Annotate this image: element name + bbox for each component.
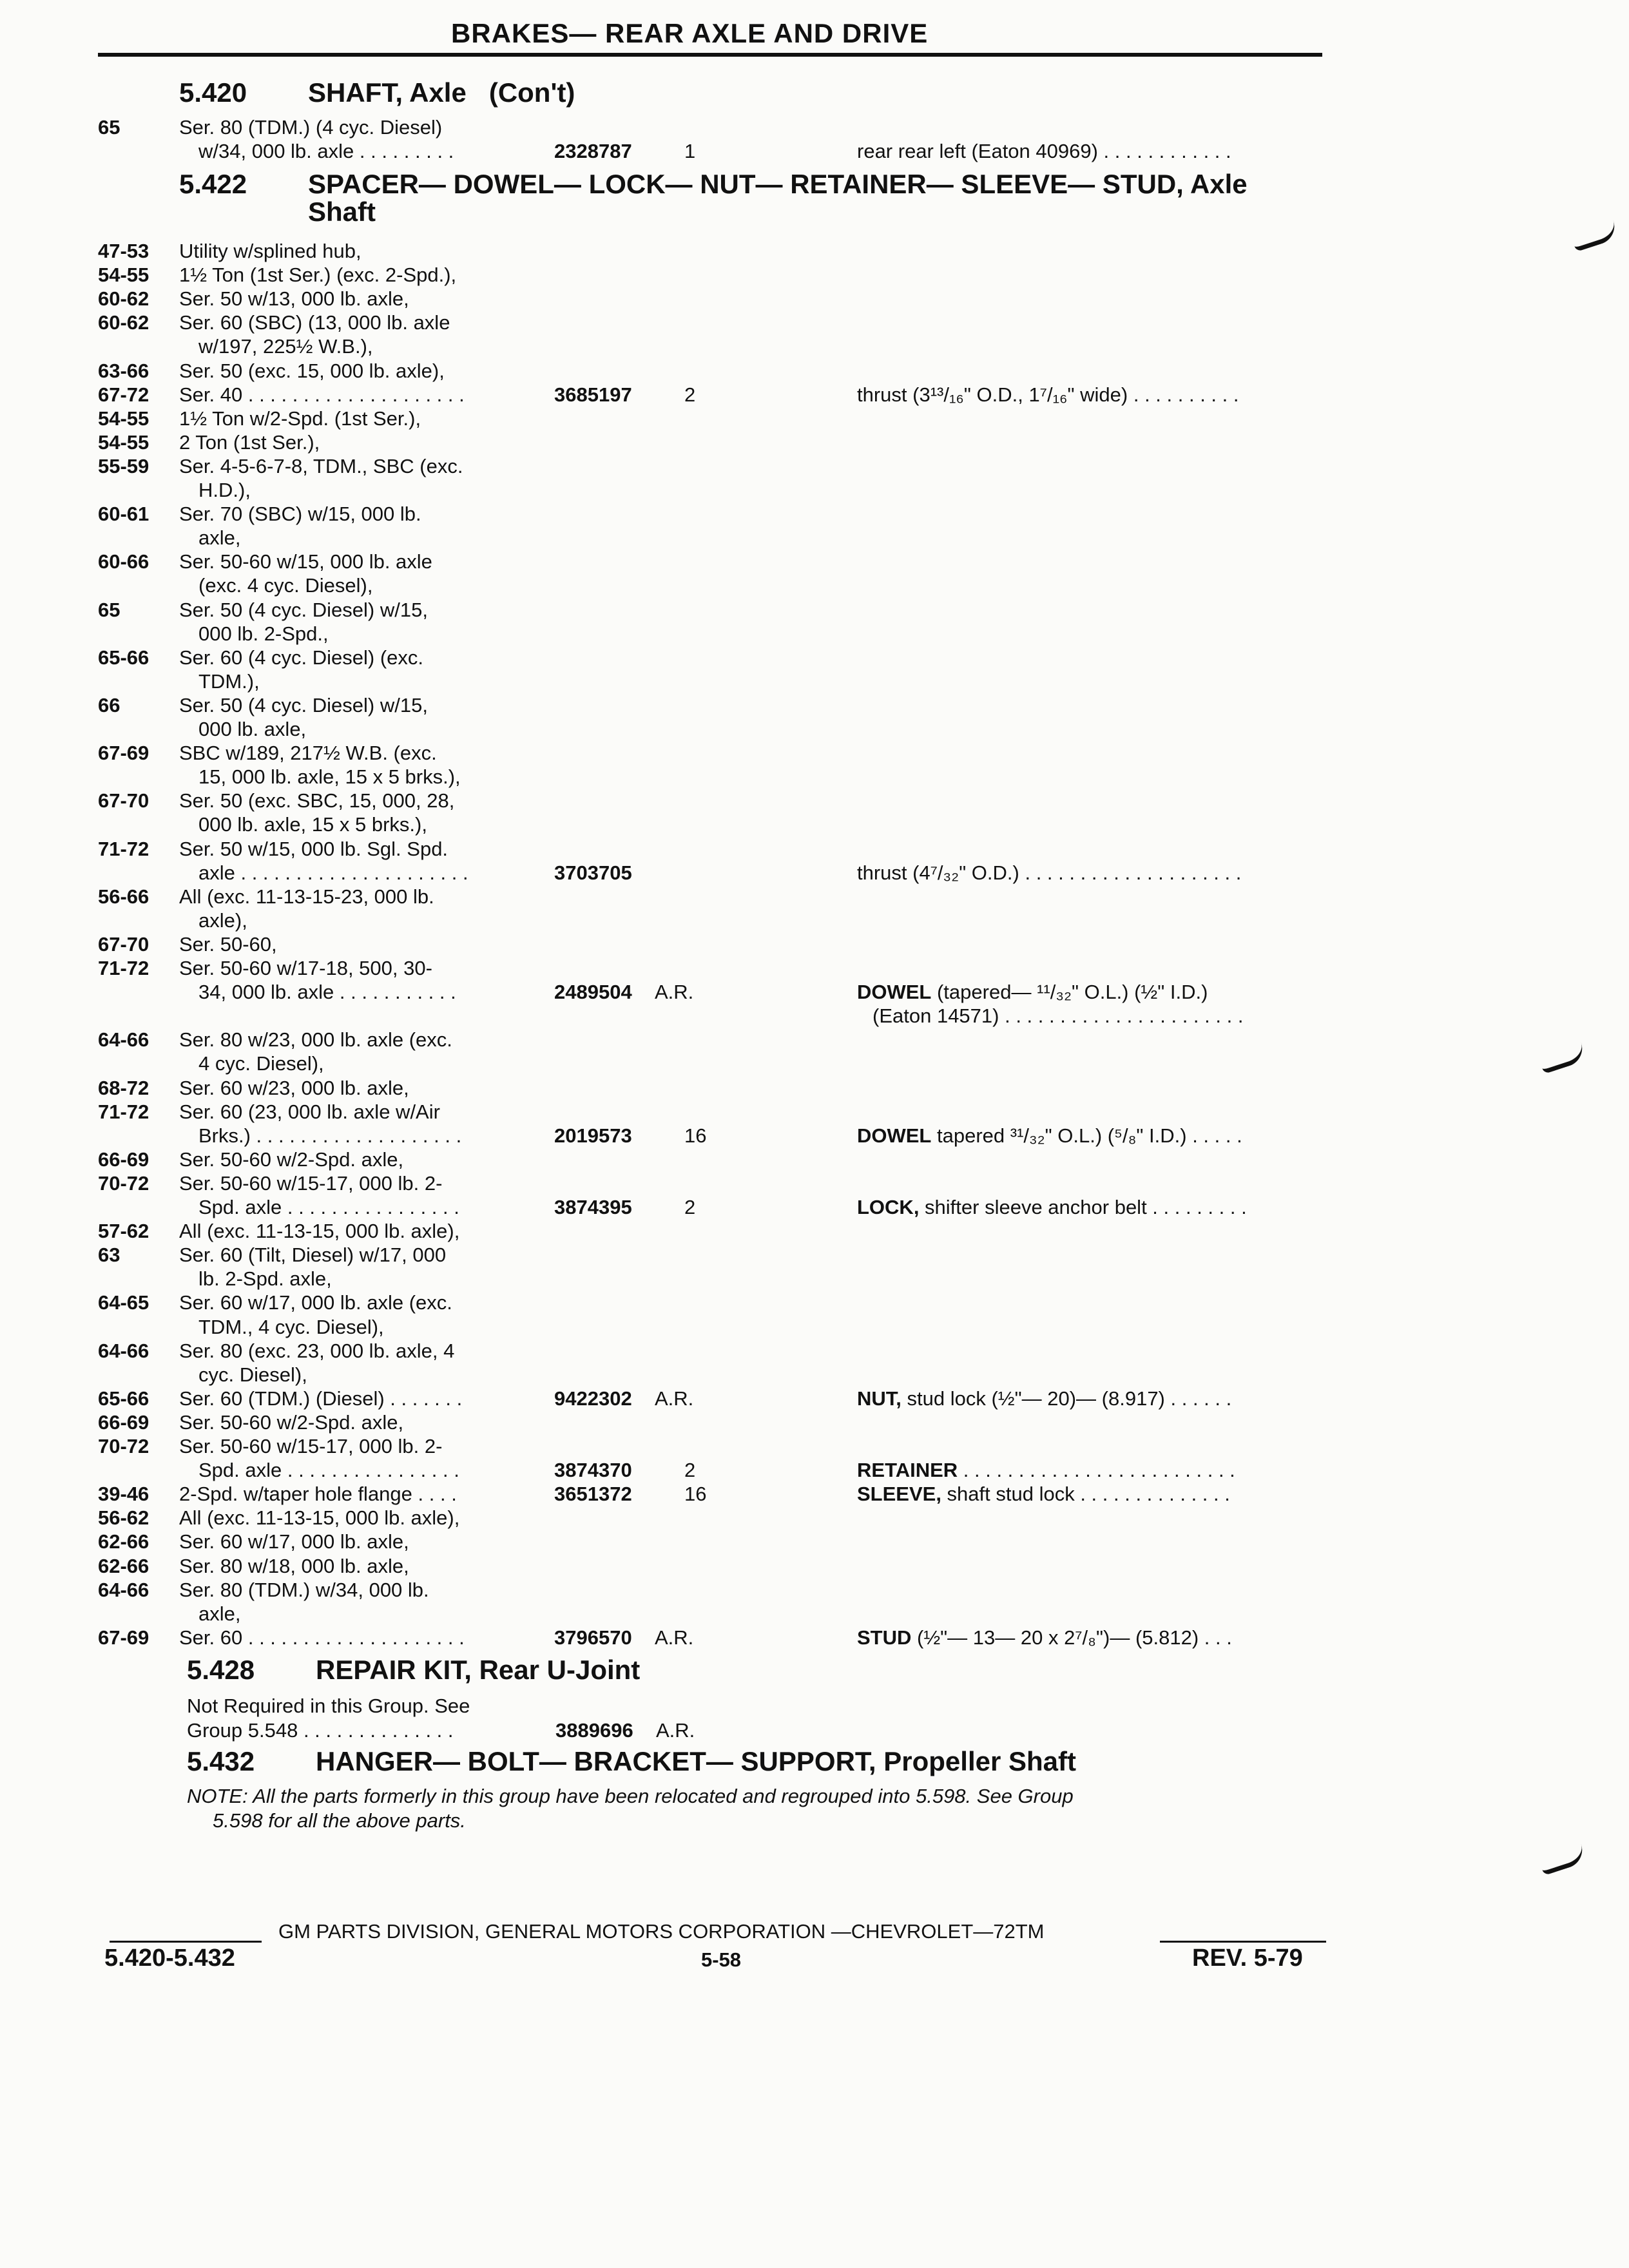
part-description	[857, 1196, 1247, 1219]
application-desc: Ser. 50-60 w/2-Spd. axle,	[179, 1148, 404, 1171]
footer-rule-right	[1160, 1941, 1326, 1943]
section-number: 5.420	[179, 77, 247, 108]
application-desc: lb. 2-Spd. axle,	[198, 1267, 332, 1291]
part-number: 3874395	[554, 1196, 632, 1218]
application-desc: Ser. 60 (23, 000 lb. axle w/Air	[179, 1100, 440, 1123]
part-number: 3685197	[554, 383, 632, 406]
model-years: 39-46	[98, 1483, 149, 1506]
application-desc: H.D.),	[198, 479, 251, 501]
part-name: DOWEL	[857, 1124, 932, 1147]
model-years: 71-72	[98, 1100, 149, 1123]
binding-mark	[1538, 1844, 1587, 1876]
quantity: 2	[684, 1196, 696, 1218]
model-years: 56-66	[98, 885, 149, 908]
application-desc: Ser. 50 (4 cyc. Diesel) w/15,	[179, 598, 428, 621]
application-desc: Ser. 60 (TDM.) (Diesel) . . . . . . .	[179, 1387, 463, 1410]
part-description	[857, 861, 1241, 885]
model-years: 47-53	[98, 240, 149, 262]
part-detail: shaft stud lock . . . . . . . . . . . . . .	[941, 1483, 1230, 1506]
note-text: 5.598 for all the above parts.	[213, 1809, 466, 1832]
part-number: 3889696	[555, 1719, 633, 1742]
part-detail: . . . . . . . . . . . . . . . . . . . . . . . . .	[958, 1459, 1235, 1482]
application-desc: 34, 000 lb. axle . . . . . . . . . . .	[198, 981, 456, 1004]
application-desc: Ser. 50-60,	[179, 932, 277, 956]
application-desc: 2 Ton (1st Ser.),	[179, 430, 320, 454]
part-number: 2489504	[554, 981, 632, 1004]
model-years: 54-55	[98, 407, 149, 430]
application-desc: TDM., 4 cyc. Diesel),	[198, 1315, 384, 1338]
quantity: 1	[684, 140, 696, 163]
model-years: 54-55	[98, 264, 149, 287]
application-desc: TDM.),	[198, 669, 260, 693]
part-description	[857, 1626, 1232, 1649]
model-years: 67-69	[98, 742, 149, 765]
quantity: 2	[684, 383, 696, 406]
application-desc: Ser. 50 w/13, 000 lb. axle,	[179, 287, 409, 311]
application-desc: 1½ Ton (1st Ser.) (exc. 2-Spd.),	[179, 264, 457, 287]
application-desc: Ser. 70 (SBC) w/15, 000 lb.	[179, 503, 421, 526]
part-description	[857, 1387, 1231, 1410]
model-years: 63-66	[98, 359, 149, 382]
model-years: 65-66	[98, 1387, 149, 1410]
application-desc: 000 lb. 2-Spd.,	[198, 622, 329, 645]
note-text: NOTE: All the parts formerly in this group have been relocated and regrouped into 5.598. See Group	[187, 1785, 1074, 1807]
section-title: HANGER— BOLT— BRACKET— SUPPORT, Propeller Shaft	[316, 1746, 1076, 1776]
application-desc: SBC w/189, 217½ W.B. (exc.	[179, 742, 437, 765]
section-title: SHAFT, Axle (Con't)	[308, 77, 575, 108]
application-desc: 4 cyc. Diesel),	[198, 1052, 324, 1075]
application-desc: Ser. 60 w/17, 000 lb. axle,	[179, 1530, 409, 1553]
repair-kit-desc: Not Required in this Group. See	[187, 1695, 470, 1717]
model-years: 65	[98, 598, 120, 621]
model-years: 67-72	[98, 383, 149, 406]
model-years: 65	[98, 116, 120, 139]
application-desc: Ser. 50 (exc. SBC, 15, 000, 28,	[179, 789, 455, 812]
model-years: 54-55	[98, 430, 149, 454]
section-number: 5.428	[187, 1655, 255, 1685]
part-description	[857, 1483, 1230, 1506]
part-number: 3874370	[554, 1459, 632, 1482]
part-number: 2328787	[554, 140, 632, 163]
application-desc: Ser. 80 w/23, 000 lb. axle (exc.	[179, 1028, 452, 1052]
application-desc: cyc. Diesel),	[198, 1363, 307, 1386]
application-desc: All (exc. 11-13-15, 000 lb. axle),	[179, 1220, 460, 1243]
model-years: 71-72	[98, 837, 149, 860]
application-desc: (exc. 4 cyc. Diesel),	[198, 574, 373, 597]
repair-kit-desc: Group 5.548 . . . . . . . . . . . . . .	[187, 1719, 454, 1742]
quantity: A.R.	[655, 1387, 694, 1410]
application-desc: Ser. 50-60 w/17-18, 500, 30-	[179, 957, 432, 979]
application-desc: Ser. 50 (exc. 15, 000 lb. axle),	[179, 359, 445, 382]
part-description	[857, 1459, 1235, 1482]
model-years: 66	[98, 693, 120, 716]
model-years: 66-69	[98, 1410, 149, 1434]
model-years: 67-70	[98, 789, 149, 812]
application-desc: 15, 000 lb. axle, 15 x 5 brks.),	[198, 765, 461, 789]
model-years: 70-72	[98, 1435, 149, 1457]
part-description	[857, 383, 1239, 407]
application-desc: axle,	[198, 526, 241, 550]
application-desc: Ser. 4-5-6-7-8, TDM., SBC (exc.	[179, 454, 463, 477]
model-years: 60-61	[98, 503, 149, 526]
part-detail: shifter sleeve anchor belt . . . . . . . . .	[919, 1196, 1247, 1218]
application-desc: Ser. 60 (Tilt, Diesel) w/17, 000	[179, 1244, 447, 1267]
section-title: SPACER— DOWEL— LOCK— NUT— RETAINER— SLEEVE— STUD, Axle	[308, 169, 1248, 199]
model-years: 60-62	[98, 287, 149, 311]
application-desc: axle . . . . . . . . . . . . . . . . . . . . .	[198, 861, 468, 884]
application-desc: Ser. 40 . . . . . . . . . . . . . . . . . . . .	[179, 383, 465, 406]
model-years: 63	[98, 1244, 120, 1267]
part-description	[857, 981, 1208, 1004]
binding-mark	[1570, 220, 1619, 252]
part-name: DOWEL	[857, 981, 932, 1004]
quantity: 16	[684, 1124, 707, 1147]
model-years: 64-66	[98, 1028, 149, 1052]
part-number: 9422302	[554, 1387, 632, 1410]
application-desc: Ser. 80 (TDM.) (4 cyc. Diesel)	[179, 116, 443, 139]
part-description	[857, 140, 1231, 163]
footer-group-range: 5.420-5.432	[104, 1945, 235, 1972]
application-desc: Ser. 60 (SBC) (13, 000 lb. axle	[179, 311, 450, 334]
application-desc: Ser. 60 (4 cyc. Diesel) (exc.	[179, 646, 424, 669]
application-desc: Ser. 50-60 w/15-17, 000 lb. 2-	[179, 1435, 443, 1457]
part-detail: thrust (4⁷/₃₂" O.D.) . . . . . . . . . . . . . . . . . . . .	[857, 861, 1242, 884]
header-rule	[98, 53, 1322, 57]
application-desc: Brks.) . . . . . . . . . . . . . . . . . . .	[198, 1124, 462, 1147]
model-years: 71-72	[98, 957, 149, 979]
part-detail: (tapered— ¹¹/₃₂" O.L.) (½" I.D.)	[931, 981, 1208, 1004]
footer-page-number: 5-58	[701, 1948, 742, 1971]
application-desc: 000 lb. axle,	[198, 718, 307, 740]
binding-mark	[1538, 1043, 1587, 1074]
model-years: 64-66	[98, 1339, 149, 1362]
application-desc: axle,	[198, 1602, 241, 1625]
footer-rule-left	[110, 1941, 262, 1943]
application-desc: Ser. 60 w/17, 000 lb. axle (exc.	[179, 1291, 452, 1314]
quantity: A.R.	[655, 1626, 694, 1649]
part-detail: (Eaton 14571) . . . . . . . . . . . . . . . . . . . . . .	[872, 1004, 1244, 1028]
model-years: 60-66	[98, 550, 149, 573]
part-detail: stud lock (½"— 20)— (8.917) . . . . . .	[901, 1387, 1232, 1410]
part-description	[857, 1124, 1242, 1148]
section-title: REPAIR KIT, Rear U-Joint	[316, 1655, 641, 1685]
header-title: BRAKES— REAR AXLE AND DRIVE	[451, 18, 929, 48]
part-name: STUD	[857, 1626, 912, 1649]
part-detail: tapered ³¹/₃₂" O.L.) (⁵/₈" I.D.) . . . . .	[931, 1124, 1242, 1147]
application-desc: Ser. 50 w/15, 000 lb. Sgl. Spd.	[179, 837, 448, 860]
quantity: A.R.	[655, 981, 694, 1004]
application-desc: Ser. 50 (4 cyc. Diesel) w/15,	[179, 693, 428, 716]
part-detail: (½"— 13— 20 x 2⁷/₈")— (5.812) . . .	[911, 1626, 1232, 1649]
quantity: 2	[684, 1459, 696, 1482]
application-desc: Ser. 50-60 w/2-Spd. axle,	[179, 1410, 404, 1434]
application-desc: 1½ Ton w/2-Spd. (1st Ser.),	[179, 407, 421, 430]
part-number: 2019573	[554, 1124, 632, 1147]
model-years: 68-72	[98, 1076, 149, 1099]
model-years: 66-69	[98, 1148, 149, 1171]
application-desc: Ser. 60 w/23, 000 lb. axle,	[179, 1076, 409, 1099]
application-desc: Ser. 50-60 w/15-17, 000 lb. 2-	[179, 1171, 443, 1195]
model-years: 57-62	[98, 1220, 149, 1243]
part-name: LOCK,	[857, 1196, 920, 1218]
quantity: 16	[684, 1483, 707, 1506]
part-name: RETAINER	[857, 1459, 958, 1482]
application-desc: All (exc. 11-13-15, 000 lb. axle),	[179, 1506, 460, 1530]
application-desc: Ser. 80 w/18, 000 lb. axle,	[179, 1554, 409, 1577]
part-number: 3703705	[554, 861, 632, 884]
section-number: 5.422	[179, 169, 247, 199]
part-detail: rear rear left (Eaton 40969) . . . . . . . . . . . .	[857, 140, 1231, 163]
application-desc: w/34, 000 lb. axle . . . . . . . . .	[198, 140, 454, 163]
part-number: 3651372	[554, 1483, 632, 1506]
application-desc: Ser. 80 (TDM.) w/34, 000 lb.	[179, 1578, 429, 1601]
application-desc: 2-Spd. w/taper hole flange . . . .	[179, 1483, 457, 1506]
quantity: A.R.	[656, 1719, 695, 1742]
section-title-continued: Shaft	[308, 197, 376, 227]
part-detail: thrust (3¹³/₁₆" O.D., 1⁷/₁₆" wide) . . . . . . . . . .	[857, 383, 1239, 406]
model-years: 67-70	[98, 932, 149, 956]
footer-revision: REV. 5-79	[1192, 1945, 1303, 1972]
part-name: NUT,	[857, 1387, 901, 1410]
model-years: 62-66	[98, 1554, 149, 1577]
application-desc: Ser. 80 (exc. 23, 000 lb. axle, 4	[179, 1339, 455, 1362]
application-desc: All (exc. 11-13-15-23, 000 lb.	[179, 885, 434, 908]
model-years: 64-66	[98, 1578, 149, 1601]
application-desc: Utility w/splined hub,	[179, 240, 361, 262]
model-years: 64-65	[98, 1291, 149, 1314]
part-name: SLEEVE,	[857, 1483, 941, 1506]
application-desc: w/197, 225½ W.B.),	[198, 335, 373, 358]
part-number: 3796570	[554, 1626, 632, 1649]
application-desc: Ser. 60 . . . . . . . . . . . . . . . . . . . .	[179, 1626, 465, 1649]
application-desc: axle),	[198, 908, 247, 932]
footer-publisher: GM PARTS DIVISION, GENERAL MOTORS CORPORATION —CHEVROLET—72TM	[278, 1920, 1045, 1943]
model-years: 56-62	[98, 1506, 149, 1530]
application-desc: Spd. axle . . . . . . . . . . . . . . . .	[198, 1459, 459, 1482]
application-desc: Ser. 50-60 w/15, 000 lb. axle	[179, 550, 432, 573]
model-years: 70-72	[98, 1171, 149, 1195]
model-years: 67-69	[98, 1626, 149, 1649]
model-years: 65-66	[98, 646, 149, 669]
application-desc: 000 lb. axle, 15 x 5 brks.),	[198, 813, 427, 836]
section-number: 5.432	[187, 1746, 255, 1776]
part-description	[872, 1004, 1243, 1028]
model-years: 60-62	[98, 311, 149, 334]
application-desc: Spd. axle . . . . . . . . . . . . . . . .	[198, 1196, 459, 1218]
model-years: 55-59	[98, 454, 149, 477]
model-years: 62-66	[98, 1530, 149, 1553]
